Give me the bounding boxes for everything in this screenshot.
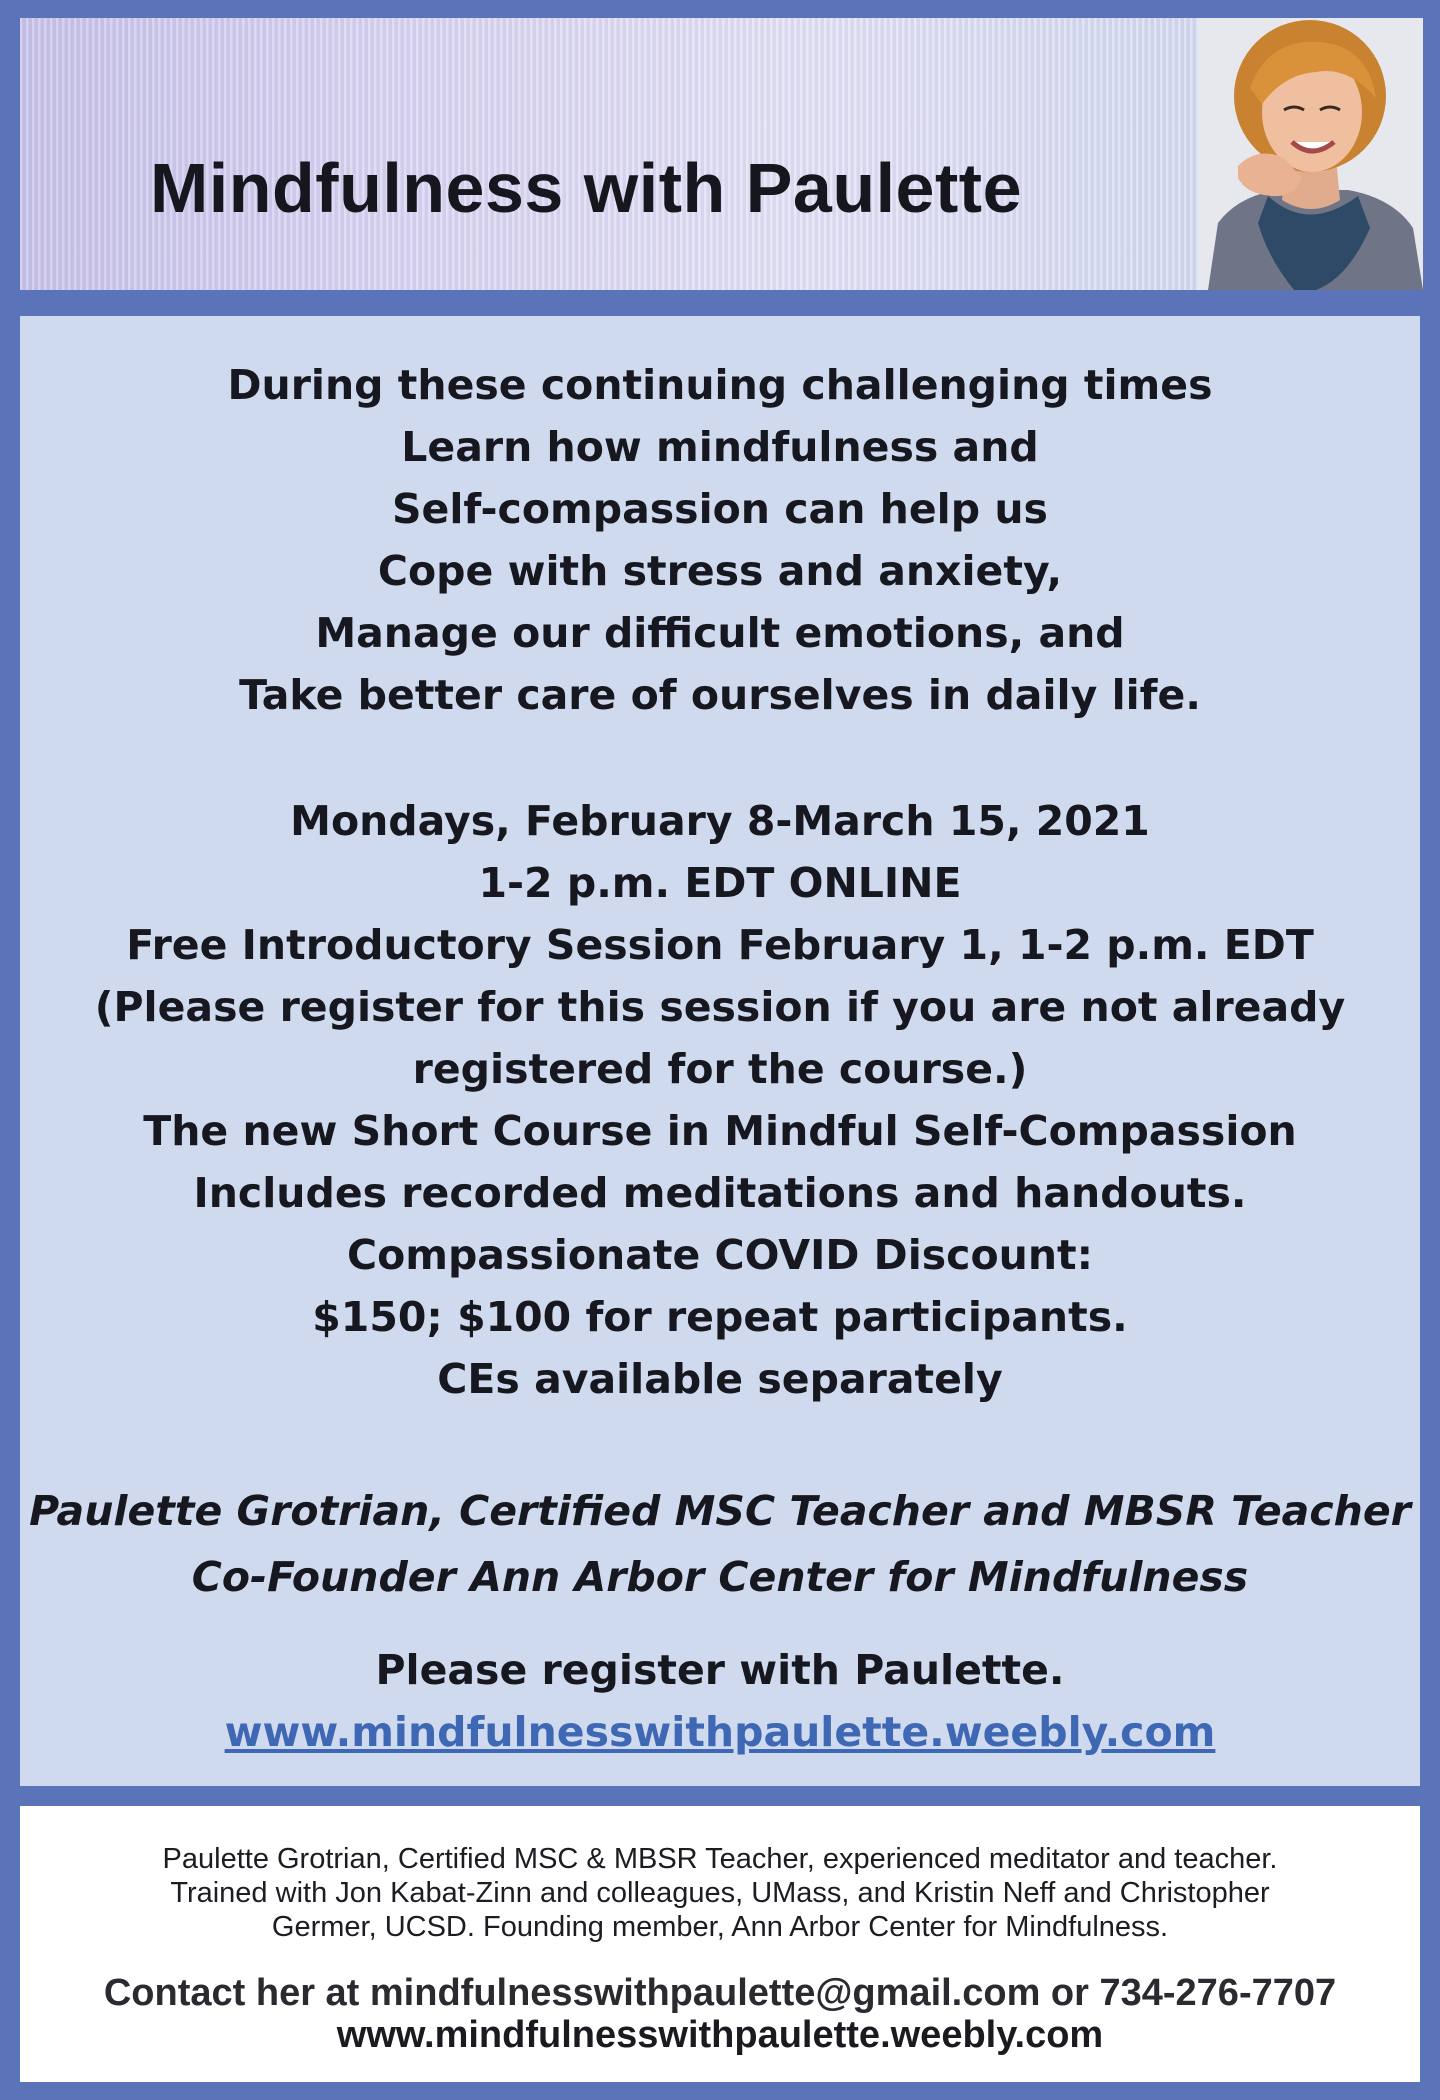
detail-line: CEs available separately [437, 1355, 1003, 1403]
teacher-line: Co-Founder Ann Arbor Center for Mindfulness [191, 1553, 1249, 1601]
header-banner [20, 18, 1423, 290]
detail-line: Compassionate COVID Discount: [346, 1231, 1094, 1279]
main-panel [20, 316, 1420, 1786]
detail-line: 1-2 p.m. EDT ONLINE [478, 859, 962, 907]
intro-line: Cope with stress and anxiety, [377, 547, 1063, 595]
detail-line: Includes recorded meditations and handouts. [193, 1169, 1247, 1217]
detail-line: Mondays, February 8-March 15, 2021 [290, 797, 1150, 845]
intro-line: Take better care of ourselves in daily life. [239, 671, 1201, 719]
intro-line: Manage our difficult emotions, and [315, 609, 1125, 657]
contact-block [20, 1972, 1420, 2056]
bio-line: Paulette Grotrian, Certified MSC & MBSR Teacher, experienced meditator and teacher. [162, 1843, 1278, 1875]
detail-line: registered for the course.) [412, 1045, 1028, 1093]
intro-line: Learn how mindfulness and [401, 423, 1039, 471]
detail-line: (Please register for this session if you are not already [94, 983, 1346, 1031]
footer-website[interactable]: www.mindfulnesswithpaulette.weebly.com [336, 2014, 1104, 2056]
detail-line: $150; $100 for repeat participants. [312, 1293, 1128, 1341]
detail-line: Free Introductory Session February 1, 1-2 p.m. EDT [126, 921, 1314, 969]
teacher-line: Paulette Grotrian, Certified MSC Teacher and MBSR Teacher [29, 1487, 1411, 1535]
contact-line[interactable]: Contact her at mindfulnesswithpaulette@gmail.com or 734-276-7707 [103, 1972, 1337, 2014]
teacher-bio [20, 1842, 1420, 1944]
portrait-photo [1198, 18, 1423, 290]
intro-line: Self-compassion can help us [392, 485, 1048, 533]
register-section [20, 1639, 1420, 1763]
register-text: Please register with Paulette. [375, 1646, 1065, 1694]
website-link[interactable]: www.mindfulnesswithpaulette.weebly.com [224, 1708, 1216, 1756]
bio-line: Germer, UCSD. Founding member, Ann Arbor Center for Mindfulness. [271, 1911, 1169, 1943]
detail-line: The new Short Course in Mindful Self-Compassion [143, 1107, 1297, 1155]
page-title: Mindfulness with Paulette [150, 149, 1023, 227]
bio-line: Trained with Jon Kabat-Zinn and colleagues, UMass, and Kristin Neff and Christopher [170, 1877, 1270, 1909]
footer [20, 1806, 1420, 2082]
teacher-credentials [20, 1478, 1420, 1610]
intro-text [20, 354, 1420, 726]
intro-line: During these continuing challenging times [227, 361, 1213, 409]
course-details [20, 790, 1420, 1410]
portrait-illustration [1198, 18, 1423, 290]
